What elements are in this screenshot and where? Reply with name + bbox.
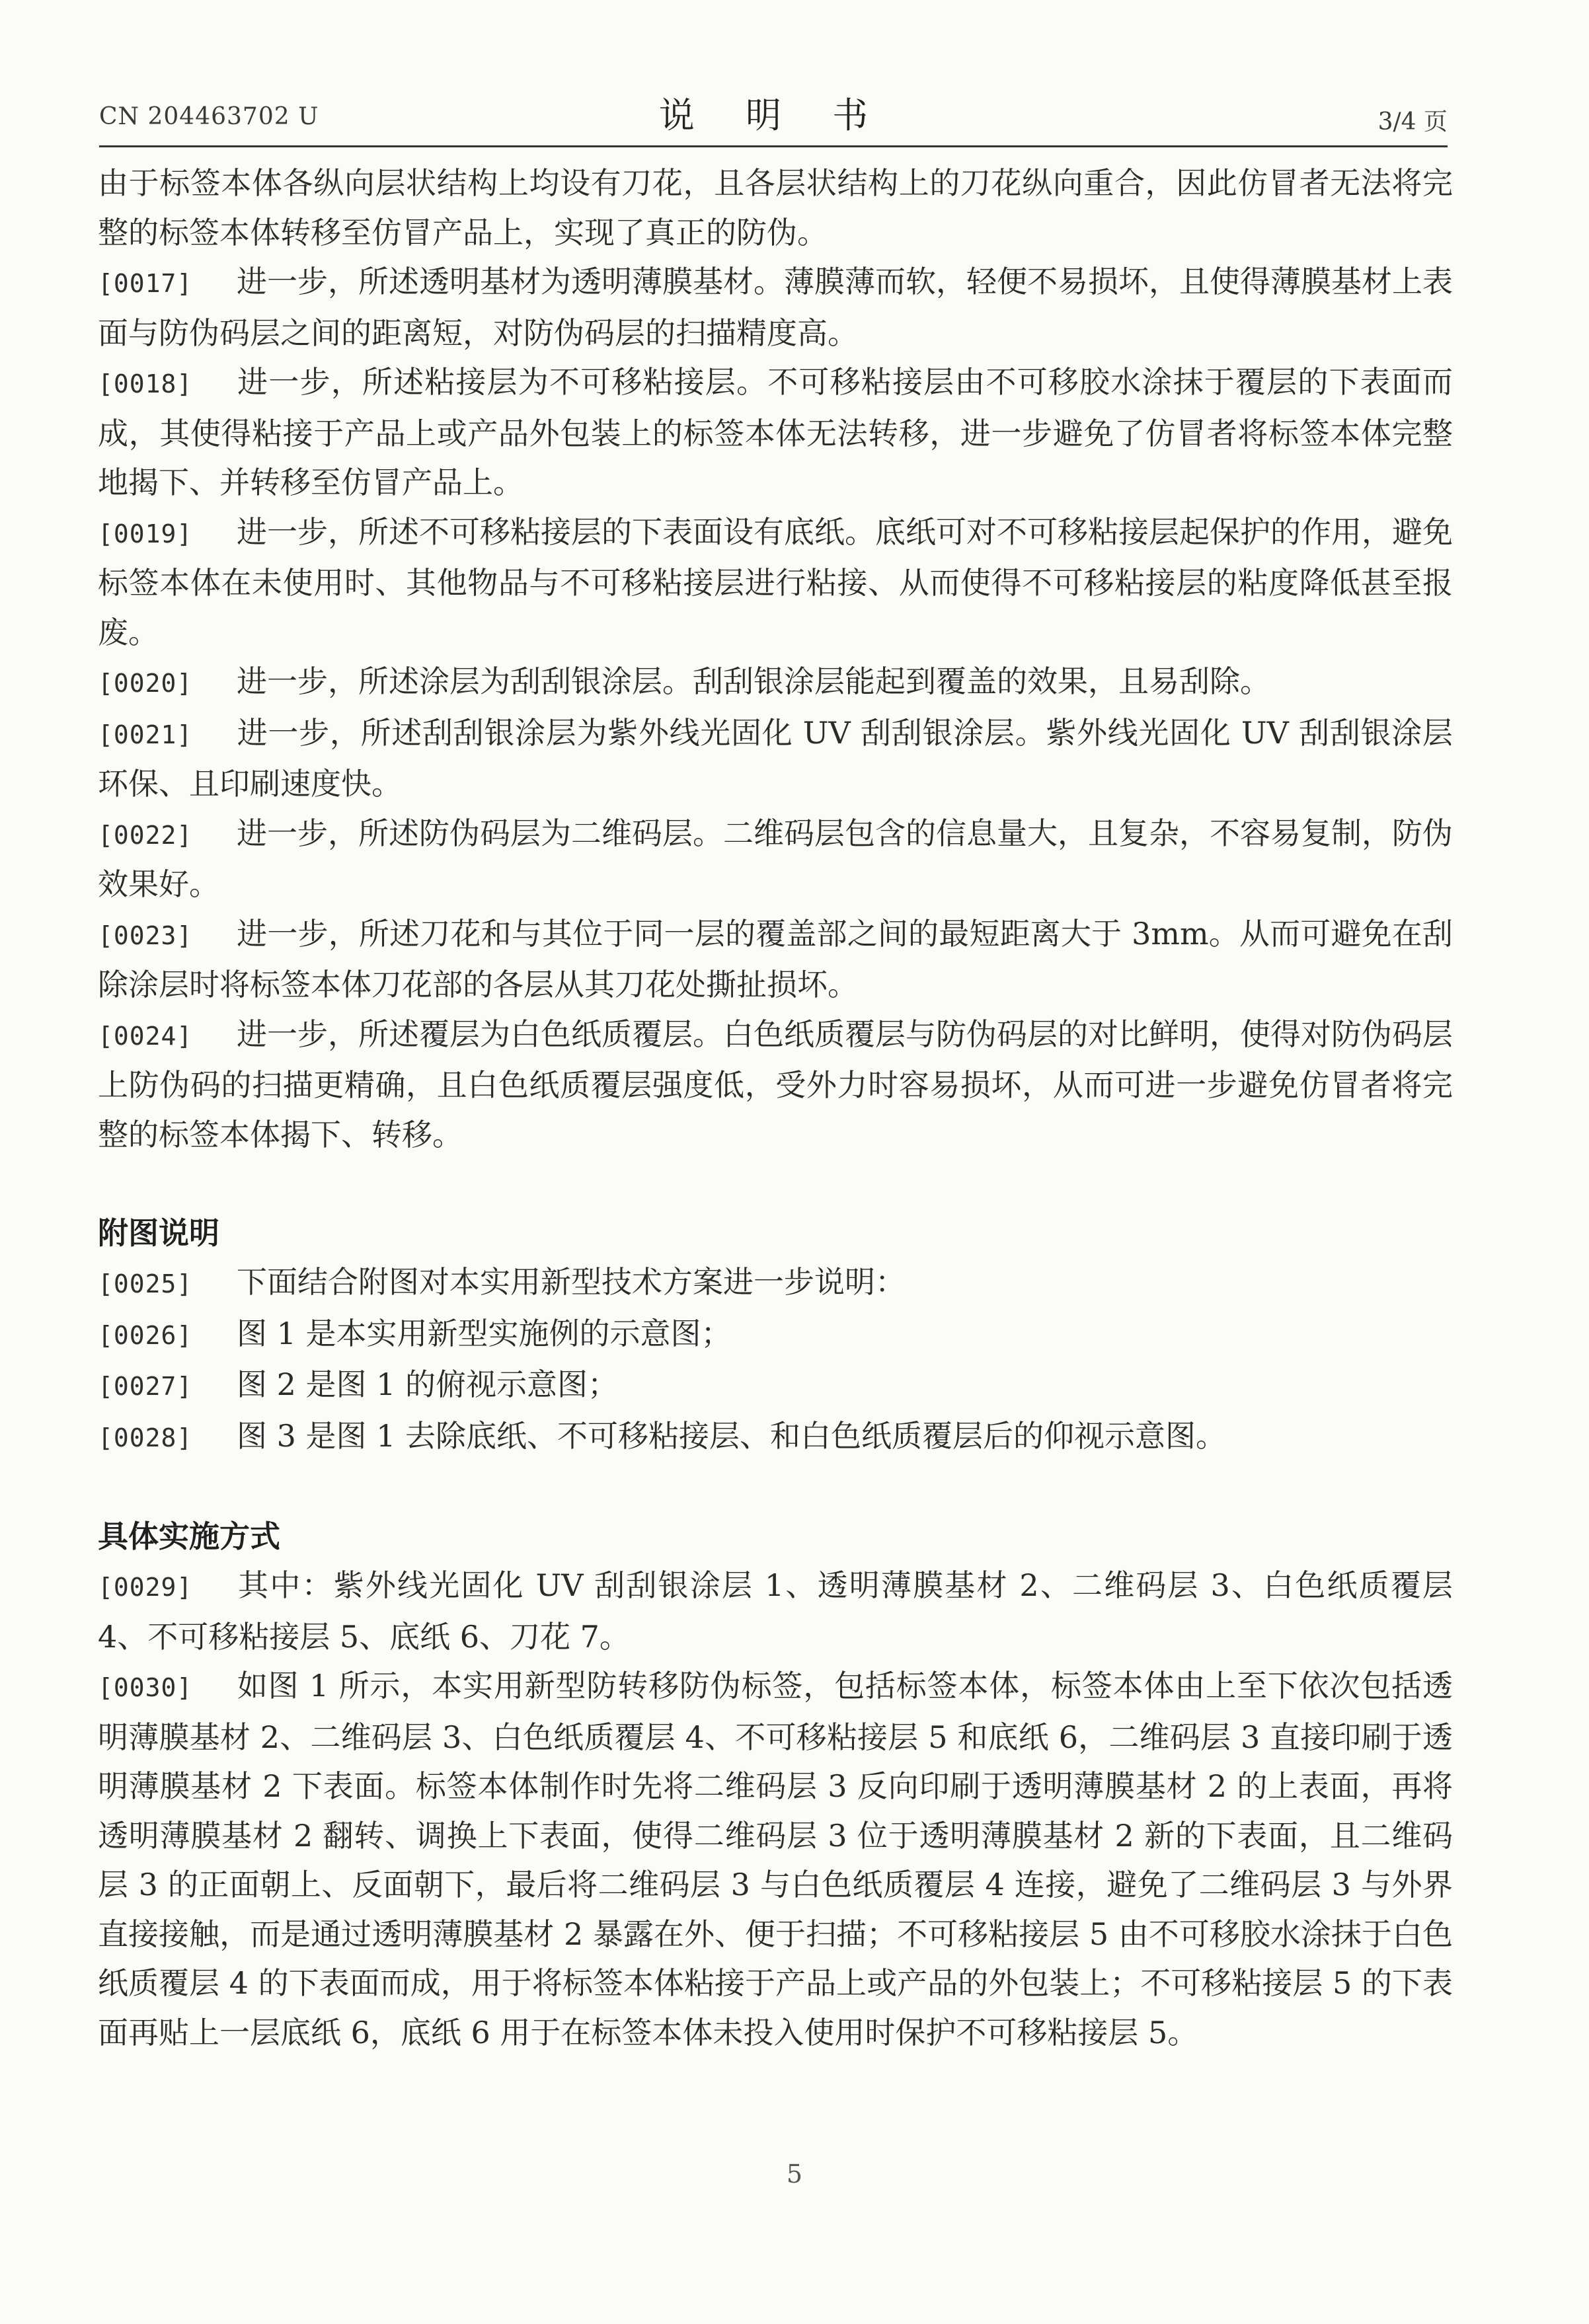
paragraph-continuation	[98, 159, 1453, 257]
paragraph-text: 进一步，所述防伪码层为二维码层。二维码层包含的信息量大，且复杂，不容易复制，防伪效果好。	[98, 815, 1453, 902]
paragraph-number: [0027]	[98, 1372, 193, 1401]
section-title-figures: 附图说明	[98, 1215, 219, 1251]
paragraph-text: 如图 1 所示，本实用新型防转移防伪标签，包括标签本体，标签本体由上至下依次包括透明薄膜基材 2、二维码层 3、白色纸质覆层 4、不可移粘接层 5 和底纸 6，二维码层 3 直接印刷于透明薄膜基材 2 下表面。标签本体制作时先将二维码层 3 反向印刷于透明薄膜基材 2 的上表面，再将透明薄膜基材 2 翻转、调换上下表面，使得二维码层 3 位于透明薄膜基材 2 新的下表面，且二维码层 3 的正面朝上、反面朝下，最后将二维码层 3 与白色纸质覆层 4 连接，避免了二维码层 3 与外界直接接触，而是通过透明薄膜基材 2 暴露在外、便于扫描；不可移粘接层 5 由不可移胶水涂抹于白色纸质覆层 4 的下表面而成，用于将标签本体粘接于产品上或产品的外包装上；不可移粘接层 5 的下表面再贴上一层底纸 6，底纸 6 用于在标签本体未投入使用时保护不可移粘接层 5。	[98, 1668, 1453, 2050]
paragraph-0025	[98, 1257, 1453, 1309]
paragraph-text: 图 1 是本实用新型实施例的示意图；	[237, 1315, 732, 1351]
paragraph-number: [0030]	[98, 1673, 193, 1702]
paragraph-0027	[98, 1360, 1453, 1411]
paragraph-text: 由于标签本体各纵向层状结构上均设有刀花，且各层状结构上的刀花纵向重合，因此仿冒者无法将完整的标签本体转移至仿冒产品上，实现了真正的防伪。	[98, 165, 1453, 250]
paragraph-0020	[98, 657, 1453, 708]
paragraph-number: [0026]	[98, 1320, 193, 1350]
paragraph-text: 进一步，所述刮刮银涂层为紫外线光固化 UV 刮刮银涂层。紫外线光固化 UV 刮刮银涂层环保、且印刷速度快。	[98, 714, 1453, 802]
section-spacer	[98, 1462, 1453, 1512]
document-title: 说 明 书	[658, 94, 888, 136]
paragraph-0029	[98, 1561, 1453, 1661]
paragraph-text: 进一步，所述透明基材为透明薄膜基材。薄膜薄而软，轻便不易损坏，且使得薄膜基材上表面与防伪码层之间的距离短，对防伪码层的扫描精度高。	[98, 264, 1453, 351]
paragraph-text: 进一步，所述粘接层为不可移粘接层。不可移粘接层由不可移胶水涂抹于覆层的下表面而成，其使得粘接于产品上或产品外包装上的标签本体无法转移，进一步避免了仿冒者将标签本体完整地揭下、并转移至仿冒产品上。	[98, 364, 1453, 500]
section-spacer	[98, 1159, 1453, 1209]
section-title-embodiment: 具体实施方式	[98, 1518, 280, 1554]
paragraph-number: [0021]	[98, 720, 193, 749]
paragraph-text: 其中：紫外线光固化 UV 刮刮银涂层 1、透明薄膜基材 2、二维码层 3、白色纸质覆层 4、不可移粘接层 5、底纸 6、刀花 7。	[98, 1567, 1453, 1655]
paragraph-0019	[98, 507, 1453, 657]
paragraph-0030	[98, 1661, 1453, 2057]
paragraph-number: [0024]	[98, 1021, 193, 1051]
paragraph-text: 进一步，所述覆层为白色纸质覆层。白色纸质覆层与防伪码层的对比鲜明，使得对防伪码层上防伪码的扫描更精确，且白色纸质覆层强度低，受外力时容易损坏，从而可进一步避免仿冒者将完整的标签本体揭下、转移。	[98, 1016, 1453, 1152]
paragraph-number: [0019]	[98, 519, 193, 548]
page-number: 5	[786, 2159, 803, 2189]
paragraph-0028	[98, 1411, 1453, 1463]
paragraph-text: 进一步，所述刀花和与其位于同一层的覆盖部之间的最短距离大于 3mm。从而可避免在刮除涂层时将标签本体刀花部的各层从其刀花处撕扯损坏。	[98, 915, 1453, 1002]
header-divider	[99, 145, 1448, 147]
paragraph-number: [0028]	[98, 1423, 193, 1452]
paragraph-0024	[98, 1010, 1453, 1160]
paragraph-text: 图 2 是图 1 的俯视示意图；	[237, 1367, 619, 1402]
paragraph-0022	[98, 809, 1453, 909]
paragraph-0023	[98, 909, 1453, 1010]
paragraph-text: 进一步，所述涂层为刮刮银涂层。刮刮银涂层能起到覆盖的效果，且易刮除。	[237, 663, 1270, 699]
paragraph-0021	[98, 708, 1453, 809]
paragraph-text: 下面结合附图对本实用新型技术方案进一步说明：	[237, 1264, 906, 1300]
paragraph-number: [0020]	[98, 669, 193, 698]
paragraph-number: [0023]	[98, 920, 193, 950]
paragraph-0017	[98, 257, 1453, 357]
paragraph-text: 图 3 是图 1 去除底纸、不可移粘接层、和白色纸质覆层后的仰视示意图。	[237, 1417, 1227, 1454]
paragraph-number: [0025]	[98, 1269, 193, 1298]
page-header	[99, 86, 1448, 145]
paragraph-number: [0018]	[98, 369, 193, 398]
paragraph-text: 进一步，所述不可移粘接层的下表面设有底纸。底纸可对不可移粘接层起保护的作用，避免标签本体在未使用时、其他物品与不可移粘接层进行粘接、从而使得不可移粘接层的粘度降低甚至报废。	[98, 513, 1453, 650]
paragraph-0018	[98, 357, 1453, 507]
paragraph-number: [0017]	[98, 269, 193, 298]
paragraph-number: [0029]	[98, 1573, 193, 1602]
patent-number: CN 204463702 U	[99, 103, 319, 130]
paragraph-0026	[98, 1309, 1453, 1361]
document-body	[98, 159, 1453, 2057]
paragraph-number: [0022]	[98, 820, 193, 850]
page-indicator: 3/4 页	[1377, 108, 1448, 135]
